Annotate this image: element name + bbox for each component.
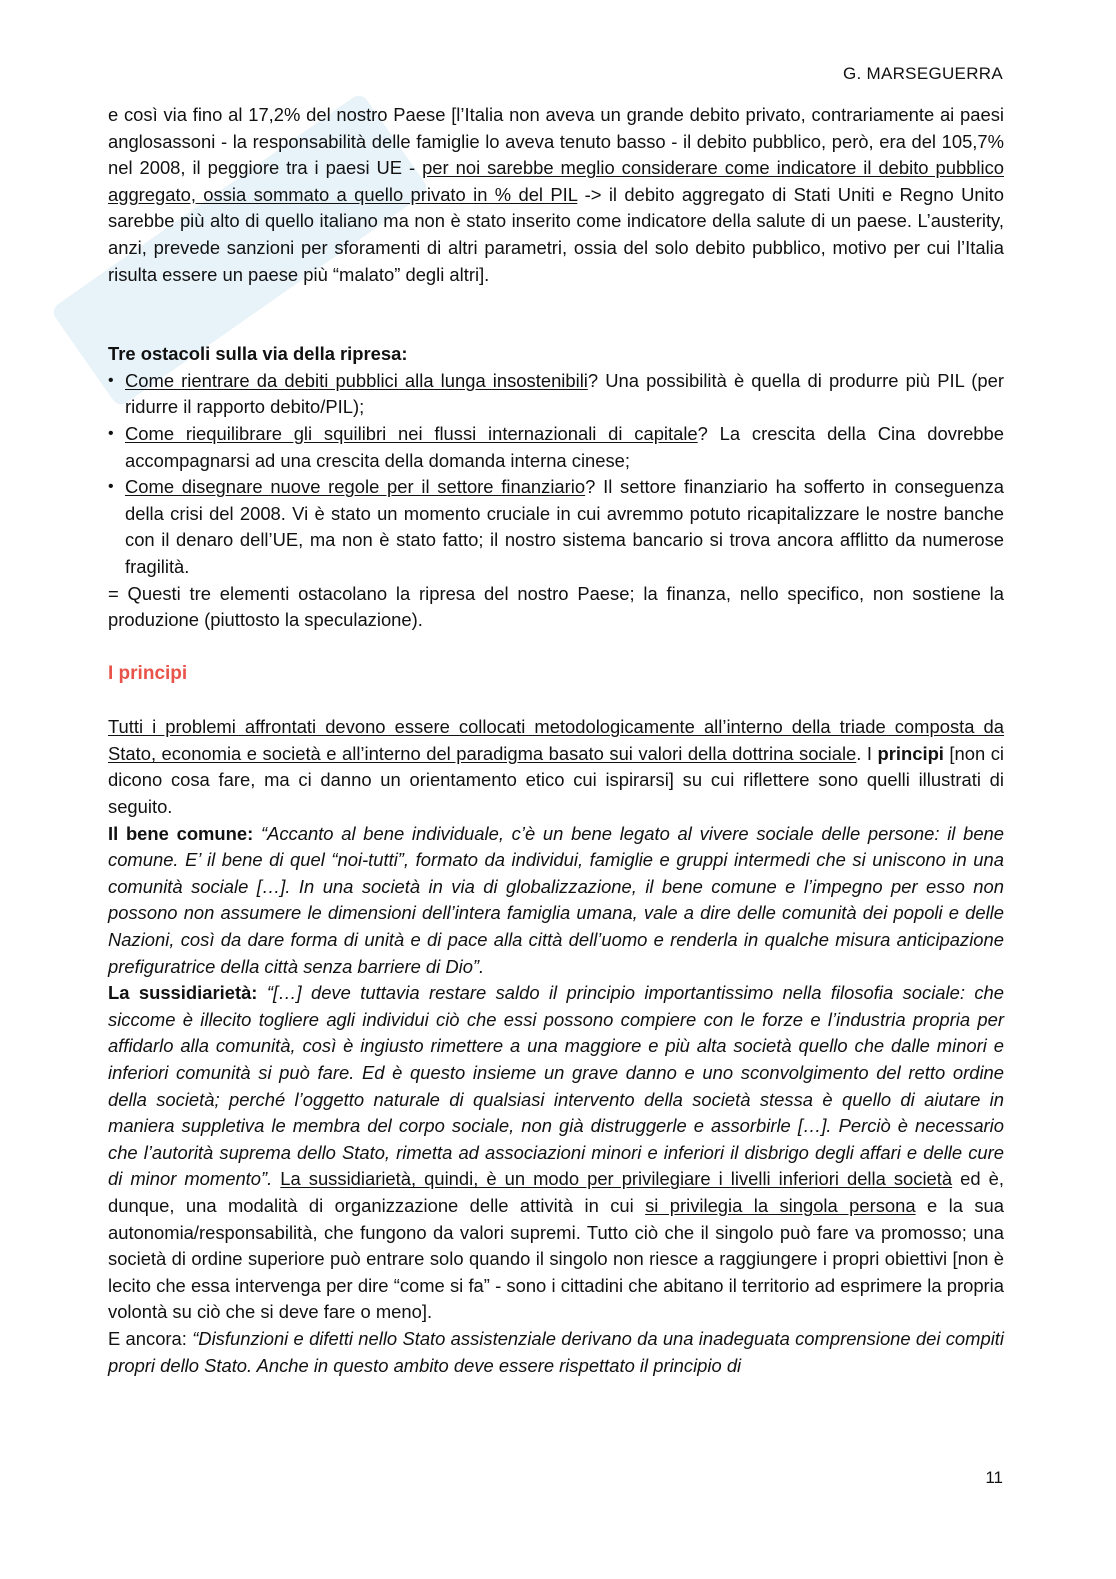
subsidiarity-label: La sussidiarietà: <box>108 982 258 1004</box>
page-number: 11 <box>985 1468 1003 1487</box>
subsidiarity-quote: “[…] deve tuttavia restare saldo il principio importantissimo nella filosofia sociale: che siccome è illecito togliere agli individui ciò che essi possono compiere con le forze e l’industria propria per affidarlo alla comunità, così è ingiusto rimettere a una maggiore e più alta società quello che dalle minori e inferiori comunità si può fare. Ed è questo insieme un grave danno e uno sconvolgimento del retto ordine della società; perché l’oggetto naturale di qualsiasi intervento della società stessa è quello di aiutare in maniera suppletiva le membra del corpo sociale, non già distruggerle e assorbirle […]. Perciò è necessario che l’autorità suprema dello Stato, rimetta ad associazioni minori e inferiori il disbrigo degli affari e delle cure di minor momento”. <box>108 982 1005 1190</box>
section-title-principi: I principi <box>108 662 188 684</box>
list-item: • Come disegnare nuove regole per il settore finanziario? Il settore finanziario ha sofferto in conseguenza della crisi del 2008. Vi è stato un momento cruciale in cui avremmo potuto ricapitalizzare le nostre banche con il denaro dell’UE, ma non è stato fatto; il nostro sistema bancario si trova ancora afflitto da numerose fragilità. <box>108 476 1004 577</box>
bullet-icon: • <box>108 478 114 496</box>
common-good-quote: “Accanto al bene individuale, c’è un bene legato al vivere sociale delle persone: il bene comune. E’ il bene di quel “noi-tutti”, formato da individui, famiglie e gruppi intermedi che si uniscono in una comunità sociale […]. In una società in via di globalizzazione, il bene comune e l’impegno per esso non possono non assumere le dimensioni dell’intera famiglia umana, vale a dire delle comunità dei popoli e delle Nazioni, così da dare forma di unità e di pace alla città dell’uomo e renderla in qualche misura anticipazione prefiguratrice della città senza barriere di Dio”. <box>108 822 1004 977</box>
welfare-state-paragraph: E ancora: “Disfunzioni e difetti nello Stato assistenziale derivano da una inadeguata comprensione dei compiti propri dello Stato. Anche in questo ambito deve essere rispettato il principio di <box>108 1327 1004 1376</box>
common-good-paragraph <box>108 821 1004 981</box>
principles-intro: Tutti i problemi affrontati devono essere collocati metodologicamente all’interno della triade composta da Stato, economia e società e all’interno del paradigma basato sui valori della dottrina sociale. I principi [non ci dicono cosa fare, ma ci danno un orientamento etico cui ispirarsi] su cui riflettere sono quelli illustrati di seguito. <box>108 716 1004 818</box>
bullet-icon: • <box>108 424 114 442</box>
list-item: • Come rientrare da debiti pubblici alla lunga insostenibili? Una possibilità è quella di produrre più PIL (per ridurre il rapporto debito/PIL); <box>108 369 1004 418</box>
list-item: • Come riequilibrare gli squilibri nei flussi internazionali di capitale? La crescita della Cina dovrebbe accompagnarsi ad una crescita della domanda interna cinese; <box>108 422 1004 471</box>
paragraph-debt: e così via fino al 17,2% del nostro Paese [l’Italia non aveva un grande debito privato, contrariamente ai paesi anglosassoni - la responsabilità delle famiglie lo aveva tenuto basso - il debito pubblico, però, era del 105,7% nel 2008, il peggiore tra i paesi UE - per noi sarebbe meglio considerare come indicatore il debito pubblico aggregato, ossia sommato a quello privato in % del PIL -> il debito aggregato di Stati Uniti e Regno Unito sarebbe più alto di quello italiano ma non è stato inserito come indicatore della salute di un paese. L’austerity, anzi, prevede sanzioni per sforamenti di altri parametri, ossia del solo debito pubblico, motivo per cui l’Italia risulta essere un paese più “malato” degli altri]. <box>108 104 1004 285</box>
common-good-label: Il bene comune: <box>108 822 254 844</box>
obstacles-conclusion: = Questi tre elementi ostacolano la ripresa del nostro Paese; la finanza, nello specifico, non sostiene la produzione (piuttosto la speculazione). <box>108 582 1004 631</box>
header-author: G. MARSEGUERRA <box>842 64 1003 83</box>
obstacles-heading: Tre ostacoli sulla via della ripresa: <box>108 343 408 365</box>
bullet-icon: • <box>108 371 114 389</box>
page-content <box>108 102 1004 1379</box>
obstacles-list <box>108 368 1004 581</box>
underlined-aggregate-debt: per noi sarebbe meglio considerare come indicatore il debito pubblico aggregato, ossia sommato a quello privato in % del PIL <box>108 157 1004 205</box>
subsidiarity-paragraph: La sussidiarietà: “[…] deve tuttavia restare saldo il principio importantissimo nella filosofia sociale: che siccome è illecito togliere agli individui ciò che essi possono compiere con le forze e l’industria propria per affidarlo alla comunità, così è ingiusto rimettere a una maggiore e più alta società quello che dalle minori e inferiori comunità si può fare. Ed è questo insieme un grave danno e uno sconvolgimento del retto ordine della società; perché l’oggetto naturale di qualsiasi intervento della società stessa è quello di aiutare in maniera suppletiva le membra del corpo sociale, non già distruggerle e assorbirle […]. Perciò è necessario che l’autorità suprema dello Stato, rimetta ad associazioni minori e inferiori il disbrigo degli affari e delle cure di minor momento”. La sussidiarietà, quindi, è un modo per privilegiare i livelli inferiori della società ed è, dunque, una modalità di organizzazione delle attività in cui si privilegia la singola persona e la sua autonomia/responsabilità, che fungono da valori supremi. Tutto ciò che il singolo può fare va promosso; una società di ordine superiore può entrare solo quando il singolo non riesce a raggiungere i propri obiettivi [non è lecito che essa intervenga per dire “come si fa” - sono i cittadini che abitano il territorio ad esprimere la propria volontà su ciò che si deve fare o meno]. <box>108 982 1005 1323</box>
